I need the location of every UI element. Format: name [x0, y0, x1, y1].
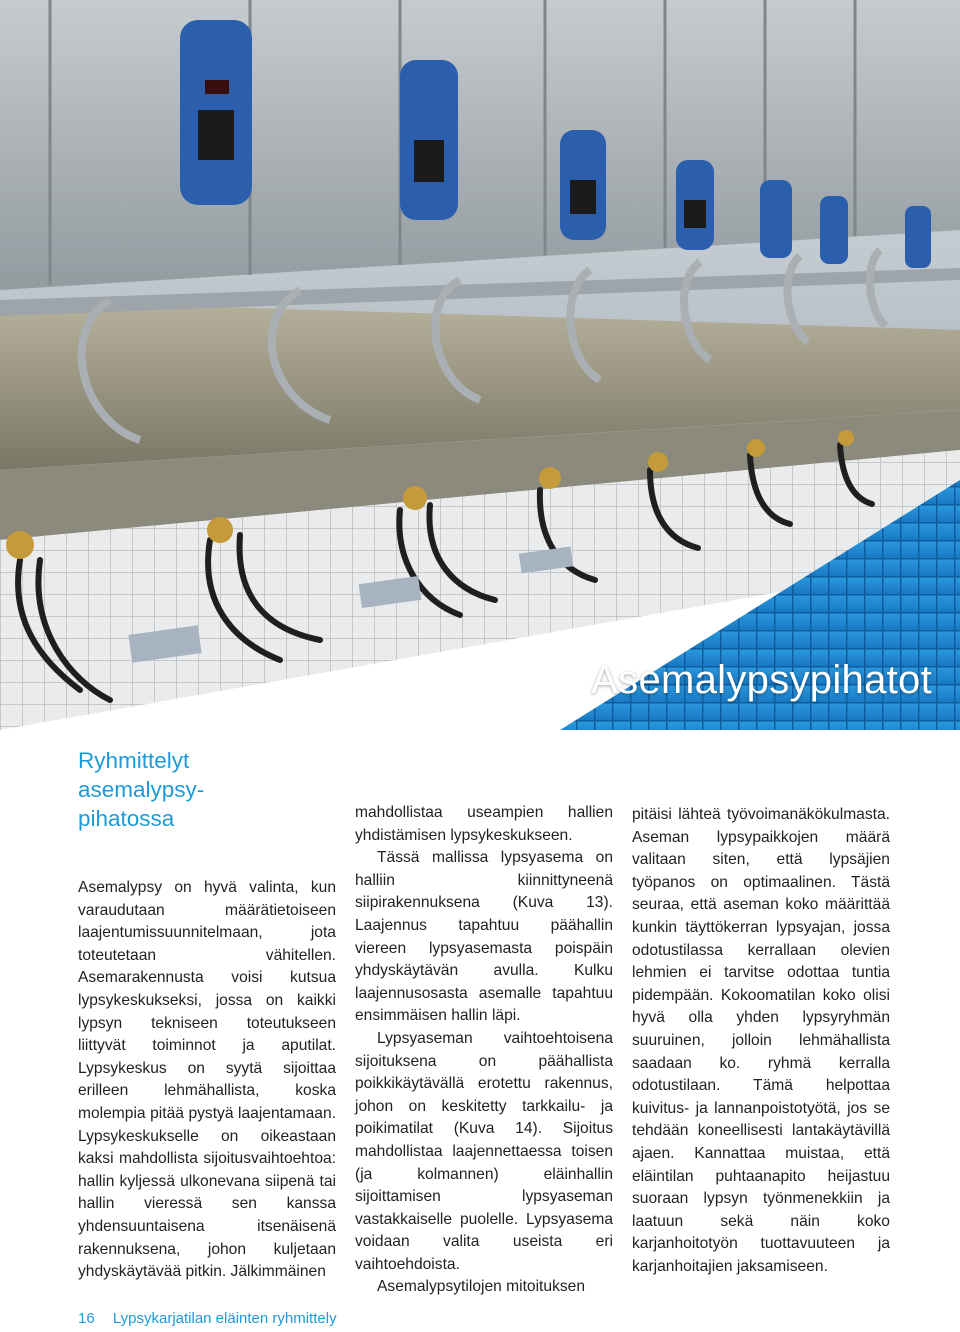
heading-line: Ryhmittelyt [78, 748, 190, 773]
paragraph: Lypsyaseman vaihtoehtoisena sijoituksena on päähallista poikkikäytävällä erotettu rakennus, johon on keskitetty tarkkailu- ja poikimatilat (Kuva 14). Sijoitus mahdollistaa laajennettaessa toisen (ja kolmannen) eläinhallin sijoittamisen lypsyaseman vastakkaiselle puolelle. Lypsyasema voidaan valita useista eri vaihtoehdoista. [355, 1029, 613, 1273]
paragraph: mahdollistaa useampien hallien yhdistämisen lypsykeskukseen. [355, 804, 613, 844]
heading-line: asemalypsy- [78, 777, 205, 802]
control-unit-icon [820, 196, 848, 264]
control-unit-icon [676, 160, 714, 250]
paragraph: Asemalypsy on hyvä valinta, kun varaudutaan määrätietoiseen laajentumissuunnitelmaan, jota toteutetaan vähitellen. Asemarakennusta voisi kutsua lypsykeskukseksi, jossa on kaikki lypsyn tekniseen toteutukseen liittyvät toiminnot ja aputilat. Lypsykeskus on syytä sijoittaa erilleen lehmähallista, koska molempia pitää pystyä laajentamaan. Lypsykeskukselle on oikeastaan kaksi mahdollista sijoitusvaihtoehtoa: hallin kyljessä ulkonevana siipenä tai hallin vieressä sen kanssa yhdensuuntaisena itsenäisenä rakennuksena, johon kuljetaan yhdyskäytävää pitkin. Jälkimmäinen [78, 879, 336, 1281]
control-unit-icon [180, 20, 252, 205]
page-footer [78, 1310, 337, 1327]
control-unit-icon [905, 206, 931, 268]
text-column-2 [355, 802, 613, 1299]
running-title: Lypsykarjatilan eläinten ryhmittely [112, 1310, 337, 1327]
paragraph: pitäisi lähteä työvoimanäkökulmasta. Aseman lypsypaikkojen määrä valitaan siten, että lypsäjien työpanos on optimaalinen. Tästä seuraa, että aseman koko määrittää kunkin täyttökerran lypsyajan, jossa odotustilassa kerrallaan olevien lehmien ei tarvitse odottaa tuntia pidempään. Kokoomatilan koko olisi hyvä olla yhden lypsyryhmän suuruinen, jolloin lehmähallista saadaan ko. ryhmä kerralla odotustilaan. Tämä helpottaa kuivitus- ja lannanpoistotyötä, jos se tehdään koneellisesti lantakäytävillä ajaen. Kannattaa muistaa, että eläintilan puhtaanapito heijastuu suoraan lypsyn työnmenekkiin ja laatuun sekä näin koko karjanhoitotyön tuottavuuteen ja karjanhoitajien jaksamiseen. [632, 806, 890, 1275]
text-column-3 [632, 804, 890, 1278]
paragraph: Tässä mallissa lypsyasema on halliin kiinnittyneenä siipirakennuksena (Kuva 13). Laajennus tapahtuu päähallin viereen lypsyasemasta poispäin yhdyskäytävän avulla. Kulku laajennusosasta asemalle tapahtuu ensimmäisen hallin läpi. [355, 849, 613, 1025]
paragraph: Asemalypsytilojen mitoituksen [377, 1278, 586, 1296]
control-unit-icon [760, 180, 792, 258]
heading-line: pihatossa [78, 806, 175, 831]
page-title: Asemalypsypihatot [591, 658, 932, 702]
page-number: 16 [78, 1310, 95, 1327]
control-unit-icon [560, 130, 606, 240]
section-heading [78, 746, 336, 833]
control-unit-icon [400, 60, 458, 220]
text-column-1 [78, 877, 336, 1284]
